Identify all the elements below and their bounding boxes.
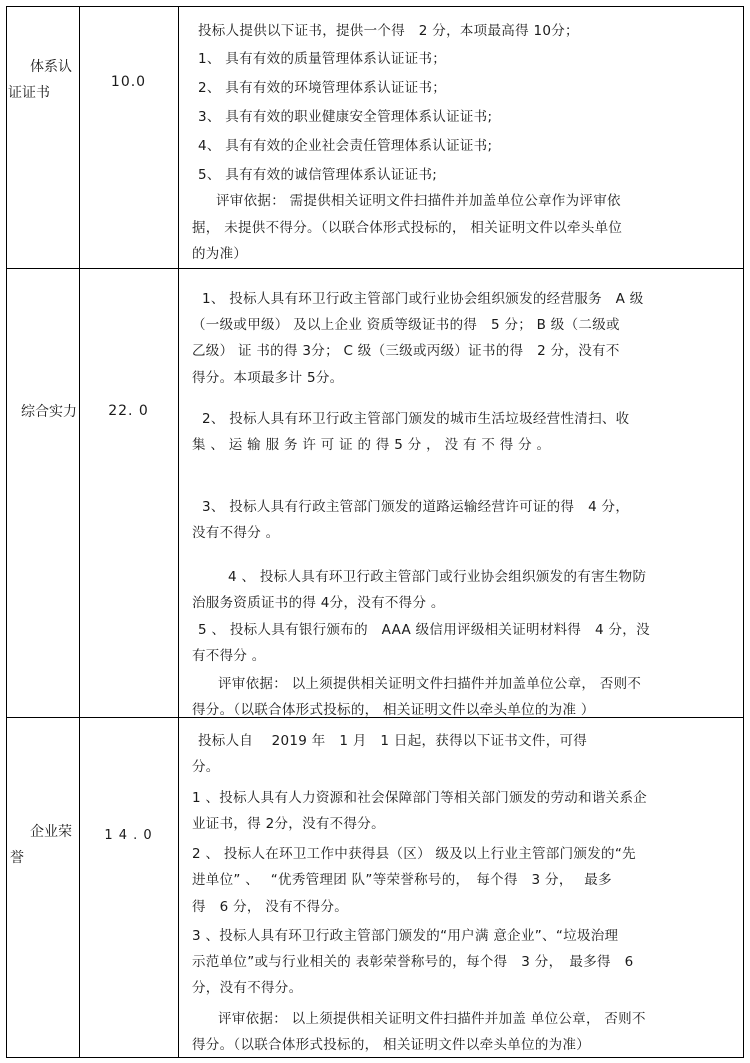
table-border-top	[6, 6, 744, 7]
row-text-line: 据， 未提供不得分。（以联合体形式投标的， 相关证明文件以牵头单位	[192, 220, 623, 236]
row-text-line: 得 6 分， 没有不得分。	[192, 899, 349, 915]
row-text-line: 2、 投标人具有环卫行政主管部门颁发的城市生活垃圾经营性清扫、收	[202, 411, 630, 427]
row-text-line: 业证书，得 2分，没有不得分。	[192, 816, 385, 832]
row-text-line: 有不得分 。	[192, 648, 266, 664]
row-label-line: 体系认	[30, 59, 72, 75]
row-text-line: 3 、投标人具有环卫行政主管部门颁发的“用户满 意企业”、“垃圾治理	[192, 928, 619, 944]
row-text-line: 3、 具有有效的职业健康安全管理体系认证证书;	[198, 109, 493, 125]
row-text-line: 2、 具有有效的环境管理体系认证证书；	[198, 80, 447, 96]
row-text-line: 乙级） 证 书的得 3分； C 级（三级或丙级）证书的得 2 分，没有不	[192, 343, 620, 359]
row-score: 22. 0	[108, 403, 149, 419]
row-text-line: 投标人自 2019 年 1 月 1 日起，获得以下证书文件，可得	[198, 733, 588, 749]
row-text-line: 分，没有不得分。	[192, 980, 303, 996]
row-score: 10.0	[110, 74, 147, 90]
table-border-bottom	[6, 1057, 744, 1058]
row-text-line: 4、 具有有效的企业社会责任管理体系认证证书;	[198, 138, 493, 154]
row-text-line: 得分。本项最多计 5分。	[192, 370, 344, 386]
row-label-line: 证证书	[8, 85, 50, 101]
row-text-line: 治服务资质证书的得 4分，没有不得分 。	[192, 595, 445, 611]
row-text-line: 没有不得分 。	[192, 525, 280, 541]
row-text-line: 的为准）	[192, 246, 248, 262]
row-text-line: 示范单位”或与行业相关的 表彰荣誉称号的，每个得 3 分， 最多得 6	[192, 954, 634, 970]
table-border-left	[6, 6, 7, 1058]
row-text-line: 2 、 投标人在环卫工作中获得县（区） 级及以上行业主管部门颁发的“先	[192, 846, 636, 862]
row-label-line: 综合实力	[21, 404, 77, 420]
scoring-table	[6, 6, 744, 1058]
row-text-line: 4 、 投标人具有环卫行政主管部门或行业协会组织颁发的有害生物防	[228, 569, 647, 585]
column-divider-2	[178, 6, 179, 1058]
row-text-line: 分。	[192, 759, 220, 775]
row-label-line: 誉	[10, 850, 24, 866]
row-text-line: 得分。（以联合体形式投标的， 相关证明文件以牵头单位的为准）	[192, 1037, 591, 1053]
table-border-right	[743, 6, 744, 1058]
row-text-line: 投标人提供以下证书，提供一个得 2 分，本项最高得 10分；	[198, 23, 579, 39]
row-text-line: 得分。（以联合体形式投标的， 相关证明文件以牵头单位的为准 ）	[192, 702, 595, 718]
row-text-line: 评审依据： 以上须提供相关证明文件扫描件并加盖单位公章， 否则不	[218, 676, 642, 692]
row-text-line: 5 、 投标人具有银行颁布的 AAA 级信用评级相关证明材料得 4 分，没	[198, 622, 650, 638]
row-label-line: 企业荣	[30, 824, 72, 840]
row-text-line: 评审依据： 需提供相关证明文件扫描件并加盖单位公章作为评审依	[216, 193, 621, 209]
row-text-line: 1、 投标人具有环卫行政主管部门或行业协会组织颁发的经营服务 A 级	[202, 291, 644, 307]
row-text-line: （一级或甲级） 及以上企业 资质等级证书的得 5 分； B 级（二级或	[192, 317, 620, 333]
row-text-line: 进单位” 、 “优秀管理团 队”等荣誉称号的， 每个得 3 分， 最多	[192, 872, 612, 888]
row-score: 1 4 . 0	[104, 828, 153, 843]
row-label	[6, 54, 78, 106]
row-text-line: 集 、 运 输 服 务 许 可 证 的 得 5 分 ， 没 有 不 得 分 。	[192, 437, 551, 453]
row-divider-1	[6, 268, 744, 269]
row-text-line: 1、 具有有效的质量管理体系认证证书；	[198, 51, 447, 67]
column-divider-1	[79, 6, 80, 1058]
row-text-line: 5、 具有有效的诚信管理体系认证证书;	[198, 167, 438, 183]
row-text-line: 评审依据： 以上须提供相关证明文件扫描件并加盖 单位公章， 否则不	[218, 1011, 646, 1027]
row-text-line: 3、 投标人具有行政主管部门颁发的道路运输经营许可证的得 4 分，	[202, 499, 630, 515]
row-text-line: 1 、投标人具有人力资源和社会保障部门等相关部门颁发的劳动和谐关系企	[192, 790, 648, 806]
row-label	[6, 819, 78, 871]
